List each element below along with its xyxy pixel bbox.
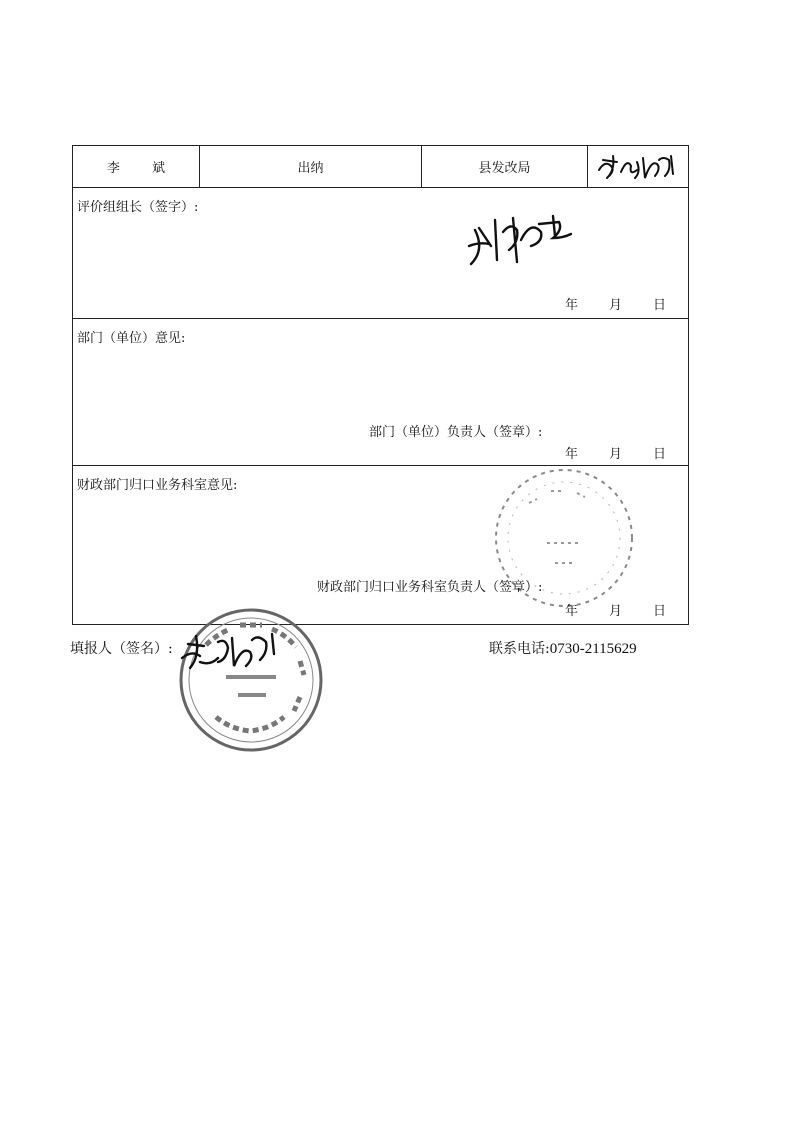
month-label: 月 [608,604,622,619]
year-label: 年 [564,447,578,462]
handwritten-signature-eval-leader [461,210,591,270]
finance-opinion-label: 财政部门归口业务科室意见: [77,478,238,493]
filler-signature-label: 填报人（签名）: [70,641,173,657]
phone-label: 联系电话: [489,641,550,657]
year-label: 年 [564,604,578,619]
handwritten-signature-top [593,150,683,184]
eval-date [534,294,666,313]
dept-date [534,443,666,462]
finance-signer-label: 财政部门归口业务科室负责人（签章）: [317,580,543,595]
finance-date [534,600,666,619]
handwritten-signature-filler [178,628,288,678]
month-label: 月 [608,447,622,462]
month-label: 月 [608,298,622,313]
year-label: 年 [564,298,578,313]
assessment-form-table [72,145,689,625]
eval-leader-label: 评价组组长（签字）: [77,200,199,215]
finance-opinion-section [73,466,688,624]
header-row [73,146,688,188]
day-label: 日 [652,604,666,619]
unit-cell: 县发改局 [422,146,588,187]
day-label: 日 [652,447,666,462]
phone-value: 0730-2115629 [549,641,637,657]
day-label: 日 [652,298,666,313]
dept-opinion-section [73,319,688,466]
eval-leader-section [73,188,688,319]
position-cell: 出纳 [200,146,422,187]
signature-cell [588,146,688,187]
contact-phone [489,638,637,658]
dept-opinion-label: 部门（单位）意见: [77,331,186,346]
dept-signer-label: 部门（单位）负责人（签章）: [369,425,543,440]
name-cell: 李 斌 [73,146,200,187]
